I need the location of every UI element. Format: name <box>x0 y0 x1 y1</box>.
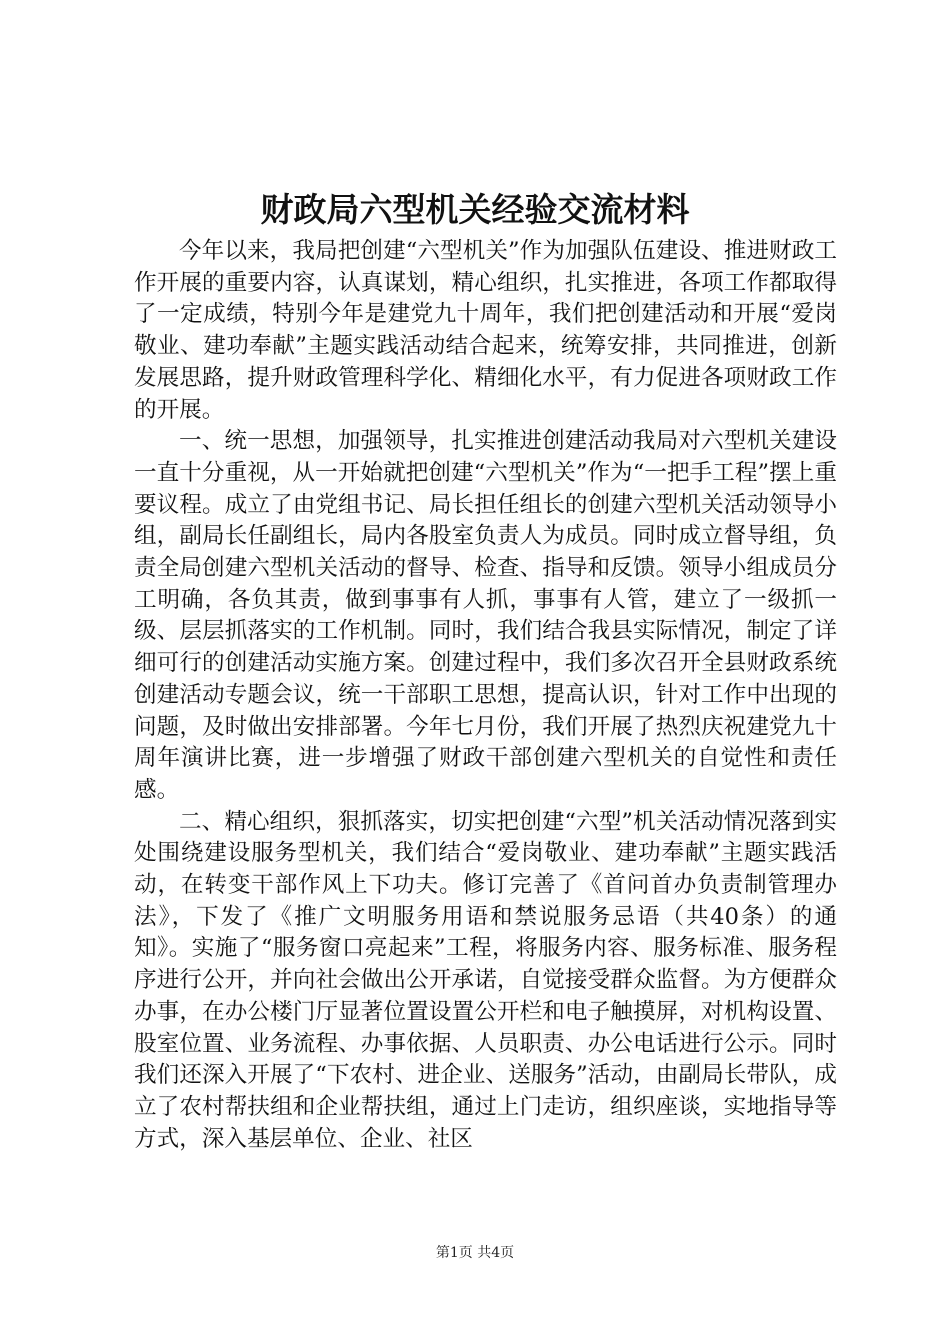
paragraph-intro: 今年以来，我局把创建“六型机关”作为加强队伍建设、推进财政工作开展的重要内容，认真谋划，精心组织，扎实推进，各项工作都取得了一定成绩，特别今年是建党九十周年，我们把创建活动和开展“爱岗敬业、建功奉献”主题实践活动结合起来，统筹安排，共同推进，创新发展思路，提升财政管理科学化、精细化水平，有力促进各项财政工作的开展。 <box>134 238 837 423</box>
paragraph-section-1: 一、统一思想，加强领导，扎实推进创建活动我局对六型机关建设一直十分重视，从一开始就把创建“六型机关”作为“一把手工程”摆上重要议程。成立了由党组书记、局长担任组长的创建六型机关活动领导小组，副局长任副组长，局内各股室负责人为成员。同时成立督导组，负责全局创建六型机关活动的督导、检查、指导和反馈。领导小组成员分工明确，各负其责，做到事事有人抓，事事有人管，建立了一级抓一级、层层抓落实的工作机制。同时，我们结合我县实际情况，制定了详细可行的创建活动实施方案。创建过程中，我们多次召开全县财政系统创建活动专题会议，统一干部职工思想，提高认识，针对工作中出现的问题，及时做出安排部署。今年七月份，我们开展了热烈庆祝建党九十周年演讲比赛，进一步增强了财政干部创建六型机关的自觉性和责任感。 <box>134 428 837 803</box>
document-title: 财政局六型机关经验交流材料 <box>260 190 690 229</box>
document-body <box>134 236 837 1155</box>
paragraph-section-2: 二、精心组织，狠抓落实，切实把创建“六型”机关活动情况落到实处围绕建设服务型机关，我们结合“爱岗敬业、建功奉献”主题实践活动，在转变干部作风上下功夫。修订完善了《首问首办负责制管理办法》，下发了《推广文明服务用语和禁说服务忌语（共40条）的通知》。实施了“服务窗口亮起来”工程，将服务内容、服务标准、服务程序进行公开，并向社会做出公开承诺，自觉接受群众监督。为方便群众办事，在办公楼门厅显著位置设置公开栏和电子触摸屏，对机构设置、股室位置、业务流程、办事依据、人员职责、办公电话进行公示。同时我们还深入开展了“下农村、进企业、送服务”活动，由副局长带队，成立了农村帮扶组和企业帮扶组，通过上门走访，组织座谈，实地指导等方式，深入基层单位、企业、社区 <box>134 808 837 1152</box>
page-number-footer: 第1页 共4页 <box>435 1245 515 1261</box>
